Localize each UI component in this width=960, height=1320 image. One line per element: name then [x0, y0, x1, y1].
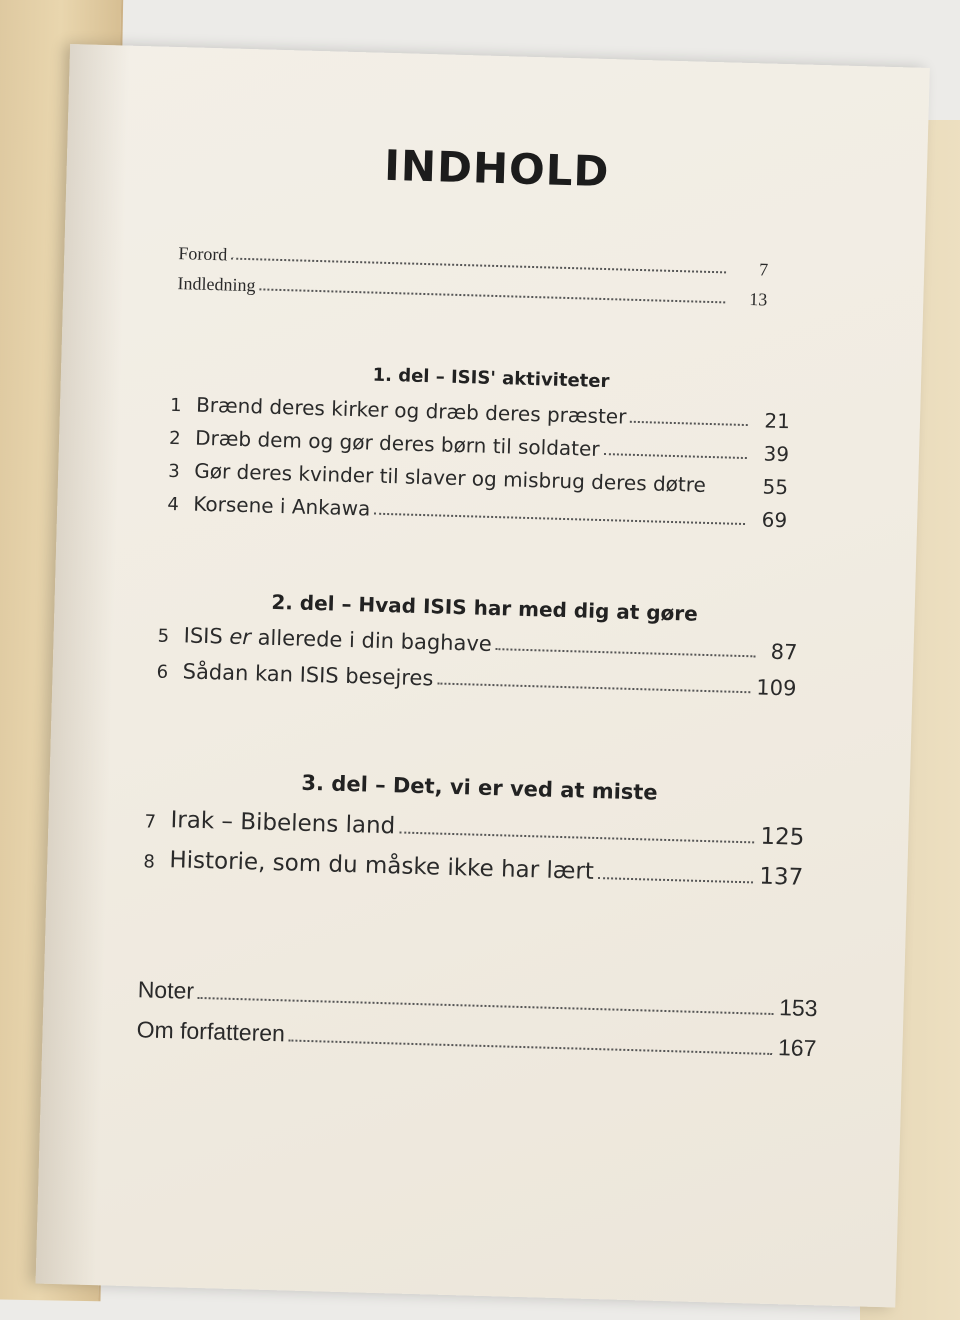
leader-dots — [231, 258, 726, 274]
chapter-page: 55 — [762, 474, 789, 500]
entry-page: 7 — [758, 259, 769, 280]
chapter-number: 2 — [168, 427, 181, 450]
book-page — [36, 44, 930, 1308]
entry-label: Forord — [178, 243, 228, 265]
part-1-heading: 1. del – ISIS' aktiviteter — [372, 364, 610, 393]
chapter-number: 3 — [167, 460, 181, 483]
chapter-page: 125 — [760, 823, 805, 851]
chapter-title: Korsene i Ankawa — [193, 491, 371, 521]
chapter-title: Sådan kan ISIS besejres — [182, 659, 434, 691]
chapter-title: Brænd deres kirker og dræb deres præster — [195, 392, 627, 429]
chapter-title: Gør deres kvinder til slaver og misbrug deres døtre — [193, 458, 707, 497]
chapter-title-end: allerede i din baghave — [250, 625, 493, 656]
chapter-page: 109 — [756, 675, 797, 701]
entry-page: 167 — [777, 1034, 817, 1062]
chapter-6 — [156, 659, 796, 701]
chapter-number: 1 — [169, 394, 182, 417]
part-3-heading: 3. del – Det, vi er ved at miste — [301, 770, 658, 805]
page-title: INDHOLD — [383, 140, 611, 197]
chapter-5 — [157, 623, 797, 665]
leader-dots — [710, 489, 746, 492]
entry-page: 13 — [749, 289, 768, 310]
leader-dots — [630, 421, 748, 426]
chapter-number: 6 — [156, 661, 169, 683]
chapter-number: 8 — [143, 851, 156, 873]
chapter-number: 7 — [144, 811, 157, 833]
chapter-page: 39 — [763, 441, 790, 467]
chapter-4 — [167, 491, 787, 532]
chapter-title: Irak – Bibelens land — [170, 807, 396, 840]
chapter-number: 5 — [157, 625, 170, 647]
entry-page: 153 — [778, 994, 818, 1022]
part-2-heading: 2. del – Hvad ISIS har med dig at gøre — [271, 589, 699, 626]
leader-dots — [289, 1039, 772, 1054]
leader-dots — [437, 682, 750, 693]
chapter-8 — [143, 846, 803, 890]
chapter-title-start: ISIS — [183, 623, 230, 649]
leader-dots — [496, 648, 756, 657]
leader-dots — [399, 831, 754, 843]
leader-dots — [259, 288, 725, 303]
leader-dots — [374, 513, 745, 525]
chapter-page: 21 — [764, 408, 791, 434]
toc-entry-om-forfatteren — [136, 1016, 816, 1062]
entry-label: Noter — [137, 976, 195, 1004]
entry-label: Indledning — [177, 273, 256, 296]
entry-label: Om forfatteren — [136, 1016, 286, 1047]
chapter-page: 87 — [770, 639, 798, 665]
toc-entry-indledning — [177, 273, 767, 310]
chapter-7 — [144, 806, 804, 850]
toc-entry-noter — [137, 976, 817, 1022]
chapter-title: Dræb dem og gør deres børn til soldater — [194, 425, 600, 461]
chapter-number: 4 — [167, 493, 180, 516]
leader-dots — [198, 997, 773, 1015]
leader-dots — [598, 877, 753, 883]
leader-dots — [603, 453, 746, 459]
chapter-title: Historie, som du måske ikke har lært — [169, 847, 595, 885]
chapter-page: 137 — [758, 863, 804, 891]
chapter-title-emphasis: er — [229, 624, 252, 650]
chapter-page: 69 — [761, 507, 788, 533]
chapter-title — [183, 623, 492, 656]
